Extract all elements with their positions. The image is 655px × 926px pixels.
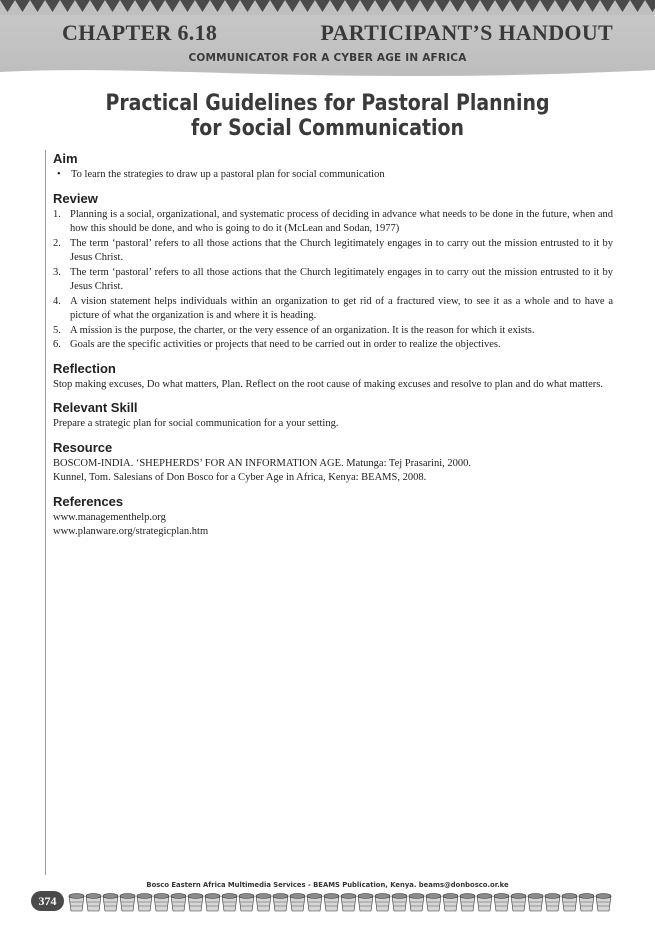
reflection-heading: Reflection: [53, 360, 116, 376]
drum-ornament: [341, 894, 356, 912]
drum-ornament: [324, 894, 339, 912]
page-title-line-1: Practical Guidelines for Pastoral Planning: [105, 91, 550, 116]
reflection-section: [53, 361, 613, 393]
aim-section: [53, 151, 613, 183]
page-number: 374: [31, 891, 64, 911]
review-item-text: Planning is a social, organizational, and systematic process of deciding in advance what needs to be done in the future, when and how this should be done, and who is going to do it (McLean and Sodan, 1977): [70, 208, 613, 234]
drum-ornament: [443, 894, 458, 912]
review-item-number: 5.: [53, 324, 61, 336]
drum-ornament: [409, 894, 424, 912]
drum-ornament: [69, 894, 84, 912]
drum-ornament: [562, 894, 577, 912]
relevant-skill-text: Prepare a strategic plan for social communication for a your setting.: [53, 418, 339, 429]
drum-ornament: [579, 894, 594, 912]
drum-ornament: [375, 894, 390, 912]
review-item-text: A mission is the purpose, the charter, or the very essence of an organization. It is the reason for which it exists.: [70, 324, 535, 336]
handout-label: PARTICIPANT’S HANDOUT: [320, 20, 613, 45]
drum-ornament: [392, 894, 407, 912]
review-item: [53, 266, 613, 295]
references-heading: References: [53, 493, 124, 509]
drum-ornament: [222, 894, 237, 912]
review-list: [53, 208, 613, 353]
drum-ornament: [188, 894, 203, 912]
drum-ornament: [290, 894, 305, 912]
review-item-number: 4.: [53, 295, 61, 307]
drum-ornament: [426, 894, 441, 912]
drum-ornament: [273, 894, 288, 912]
review-item-text: The term ‘pastoral’ refers to all those actions that the Church legitimately engages in to carry out the mission entrusted to it by Jesus Christ.: [70, 266, 613, 292]
chapter-number: CHAPTER 6.18: [62, 20, 218, 45]
review-item-text: Goals are the specific activities or projects that need to be carried out in order to realize the objectives.: [70, 339, 501, 350]
drum-ornament: [137, 894, 152, 912]
drum-ornament: [103, 894, 118, 912]
handout-content: [53, 151, 613, 548]
drum-ornament: [86, 894, 101, 912]
review-item-number: 6.: [53, 339, 61, 350]
drum-ornament: [171, 894, 186, 912]
drum-ornament: [154, 894, 169, 912]
review-heading: Review: [53, 190, 98, 206]
drum-ornament: [256, 894, 271, 912]
drum-ornament: [239, 894, 254, 912]
review-item: [53, 237, 613, 266]
drum-ornament: [120, 894, 135, 912]
zigzag-border-decoration: [0, 0, 655, 15]
header-banner: [0, 0, 655, 78]
review-item: [53, 208, 613, 237]
drum-ornament: [205, 894, 220, 912]
relevant-skill-heading: Relevant Skill: [53, 400, 138, 415]
review-item: [53, 295, 613, 324]
aim-list: [53, 168, 613, 183]
banner-wave-decoration: [0, 60, 655, 78]
drum-ornament: [307, 894, 322, 912]
resource-entry: BOSCOM-INDIA. ‘SHEPHERDS’ FOR AN INFORMATION AGE. Matunga: Tej Prasarini, 2000.: [53, 457, 472, 469]
footer-publisher: Bosco Eastern Africa Multimedia Services - BEAMS Publication, Kenya. beams@donbosco.or.ke: [146, 881, 509, 889]
aim-item: • To learn the strategies to draw up a pastoral plan for social communication: [71, 168, 613, 183]
resource-section: [53, 440, 613, 486]
review-item: [53, 338, 613, 353]
drum-border-decoration: [68, 893, 618, 913]
page-title-line-2: for Social Communication: [190, 116, 465, 141]
references-section: [53, 494, 613, 540]
reference-link[interactable]: www.planware.org/strategicplan.htm: [53, 526, 209, 537]
relevant-skill-section: [53, 400, 613, 432]
review-item: [53, 324, 613, 339]
review-item-text: The term ‘pastoral’ refers to all those actions that the Church legitimately engages in to carry out the mission entrusted to it by Jesus Christ.: [70, 237, 613, 263]
drum-ornament: [511, 894, 526, 912]
reference-link[interactable]: www.managementhelp.org: [53, 511, 166, 523]
page-title: [46, 91, 609, 141]
resource-entry: Kunnel, Tom. Salesians of Don Bosco for a Cyber Age in Africa, Kenya: BEAMS, 2008.: [53, 472, 427, 483]
review-item-number: 2.: [53, 237, 61, 249]
drum-ornament: [358, 894, 373, 912]
series-subtitle: COMMUNICATOR FOR A CYBER AGE IN AFRICA: [188, 52, 467, 64]
review-section: [53, 191, 613, 353]
review-item-number: 1.: [53, 208, 61, 220]
drum-ornament: [528, 894, 543, 912]
aim-heading: Aim: [53, 151, 78, 166]
drum-ornament: [596, 894, 611, 912]
drum-ornament: [477, 894, 492, 912]
review-item-number: 3.: [53, 266, 61, 278]
drum-ornament: [460, 894, 475, 912]
reflection-text: Stop making excuses, Do what matters, Plan. Reflect on the root cause of making excuses and resolve to plan and do what matters.: [53, 378, 603, 390]
resource-heading: Resource: [53, 439, 113, 455]
left-margin-rule: [45, 150, 46, 875]
review-item-text: A vision statement helps individuals within an organization to get rid of a fractured view, to see it as a whole and to have a picture of what the organization is and where it is heading.: [70, 295, 613, 321]
drum-ornament: [545, 894, 560, 912]
drum-ornament: [494, 894, 509, 912]
